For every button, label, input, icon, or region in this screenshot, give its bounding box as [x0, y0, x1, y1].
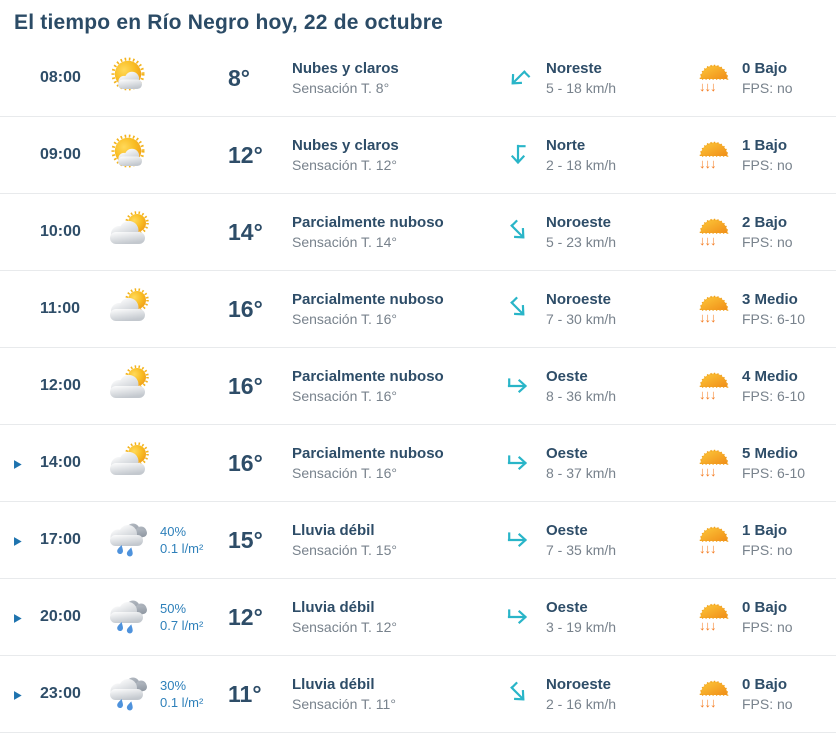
uv-sun-icon — [698, 140, 742, 170]
hour-label: 12:00 — [40, 377, 81, 394]
uv-sun-icon — [698, 217, 742, 247]
cloud-with-sun-icon — [103, 364, 155, 408]
uv-index-label: 1 Bajo — [742, 136, 788, 154]
uv-cell — [742, 136, 836, 175]
uv-index-label: 0 Bajo — [742, 598, 788, 616]
uv-index-label: 1 Bajo — [742, 521, 788, 539]
wind-direction-label: Oeste — [546, 367, 588, 385]
uv-sun-icon — [698, 371, 742, 401]
wind-direction-label: Noroeste — [546, 290, 612, 308]
uv-sun-icon — [698, 448, 742, 478]
temperature: 11° — [228, 680, 262, 707]
feels-like-label: Sensación T. 15° — [292, 541, 397, 558]
temperature: 8° — [228, 64, 250, 91]
condition-label: Lluvia débil — [292, 675, 375, 693]
row-marker-cell — [14, 531, 40, 549]
sun-with-cloud-icon — [103, 56, 155, 100]
expand-triangle-icon[interactable]: ▶ — [14, 689, 22, 702]
weather-icon — [98, 595, 160, 639]
condition-cell — [292, 367, 504, 406]
weather-icon — [98, 56, 160, 100]
condition-label: Lluvia débil — [292, 521, 375, 539]
cloud-with-sun-icon — [103, 441, 155, 485]
forecast-row[interactable] — [0, 40, 836, 117]
hour-label: 14:00 — [40, 454, 81, 471]
page-title: El tiempo en Río Negro hoy, 22 de octubre — [14, 11, 444, 34]
forecast-row[interactable] — [0, 656, 836, 733]
temperature: 15° — [228, 526, 263, 553]
uv-down-arrows-icon: ↓↓↓ — [699, 310, 716, 325]
wind-direction-arrow-icon — [504, 449, 546, 477]
expand-triangle-icon[interactable]: ▶ — [14, 535, 22, 548]
condition-label: Parcialmente nuboso — [292, 290, 444, 308]
wind-direction-label: Norte — [546, 136, 586, 154]
fps-label: FPS: no — [742, 79, 793, 96]
feels-like-label: Sensación T. 8° — [292, 79, 390, 96]
wind-direction-arrow-icon — [504, 218, 546, 246]
rain-cloud-icon — [103, 518, 155, 562]
wind-cell — [546, 136, 698, 175]
uv-cell — [742, 598, 836, 637]
weather-icon — [98, 287, 160, 331]
uv-index-label: 0 Bajo — [742, 675, 788, 693]
condition-cell — [292, 136, 504, 175]
wind-cell — [546, 444, 698, 483]
wind-direction-arrow-icon — [504, 526, 546, 554]
feels-like-label: Sensación T. 16° — [292, 310, 397, 327]
hourly-forecast-list — [0, 40, 836, 733]
uv-index-label: 3 Medio — [742, 290, 798, 308]
precip-info — [160, 600, 228, 634]
condition-cell — [292, 213, 504, 252]
forecast-row[interactable] — [0, 348, 836, 425]
wind-direction-label: Noreste — [546, 59, 602, 77]
wind-direction-label: Noroeste — [546, 213, 612, 231]
forecast-row[interactable] — [0, 425, 836, 502]
precip-probability: 30% — [160, 678, 187, 693]
uv-sun-icon — [698, 602, 742, 632]
feels-like-label: Sensación T. 14° — [292, 233, 397, 250]
wind-speed-label: 5 - 23 km/h — [546, 233, 617, 250]
uv-index-label: 0 Bajo — [742, 59, 788, 77]
hour-label: 10:00 — [40, 223, 81, 240]
wind-speed-label: 8 - 37 km/h — [546, 464, 617, 481]
uv-index-label: 5 Medio — [742, 444, 798, 462]
wind-cell — [546, 521, 698, 560]
row-marker-cell — [14, 146, 40, 164]
forecast-row[interactable] — [0, 579, 836, 656]
wind-speed-label: 5 - 18 km/h — [546, 79, 617, 96]
condition-label: Lluvia débil — [292, 598, 375, 616]
wind-direction-arrow-icon — [504, 295, 546, 323]
uv-cell — [742, 290, 836, 329]
precip-amount: 0.1 l/m² — [160, 541, 204, 556]
uv-cell — [742, 59, 836, 98]
weather-icon — [98, 364, 160, 408]
condition-cell — [292, 290, 504, 329]
wind-speed-label: 8 - 36 km/h — [546, 387, 617, 404]
wind-cell — [546, 290, 698, 329]
weather-icon — [98, 210, 160, 254]
uv-down-arrows-icon: ↓↓↓ — [699, 618, 716, 633]
uv-sun-icon — [698, 63, 742, 93]
wind-direction-label: Oeste — [546, 521, 588, 539]
weather-icon — [98, 518, 160, 562]
uv-down-arrows-icon: ↓↓↓ — [699, 541, 716, 556]
expand-triangle-icon[interactable]: ▶ — [14, 458, 22, 471]
condition-cell — [292, 598, 504, 637]
wind-speed-label: 3 - 19 km/h — [546, 618, 617, 635]
hour-label: 09:00 — [40, 146, 81, 163]
wind-cell — [546, 59, 698, 98]
hour-label: 11:00 — [40, 300, 81, 317]
wind-cell — [546, 367, 698, 406]
condition-cell — [292, 444, 504, 483]
uv-cell — [742, 367, 836, 406]
rain-cloud-icon — [103, 672, 155, 716]
temperature: 16° — [228, 295, 263, 322]
condition-label: Nubes y claros — [292, 59, 399, 77]
feels-like-label: Sensación T. 16° — [292, 464, 397, 481]
feels-like-label: Sensación T. 12° — [292, 156, 397, 173]
row-marker-cell — [14, 608, 40, 626]
precip-amount: 0.1 l/m² — [160, 695, 204, 710]
feels-like-label: Sensación T. 16° — [292, 387, 397, 404]
uv-sun-icon — [698, 525, 742, 555]
uv-down-arrows-icon: ↓↓↓ — [699, 387, 716, 402]
wind-direction-arrow-icon — [504, 680, 546, 708]
fps-label: FPS: no — [742, 618, 793, 635]
row-marker-cell — [14, 454, 40, 472]
wind-direction-arrow-icon — [504, 141, 546, 169]
uv-down-arrows-icon: ↓↓↓ — [699, 464, 716, 479]
fps-label: FPS: no — [742, 695, 793, 712]
wind-direction-label: Oeste — [546, 598, 588, 616]
condition-cell — [292, 59, 504, 98]
weather-icon — [98, 672, 160, 716]
expand-triangle-icon[interactable]: ▶ — [14, 612, 22, 625]
condition-label: Parcialmente nuboso — [292, 444, 444, 462]
uv-sun-icon — [698, 294, 742, 324]
sun-with-cloud-icon — [103, 133, 155, 177]
rain-cloud-icon — [103, 595, 155, 639]
hour-label: 17:00 — [40, 531, 81, 548]
condition-cell — [292, 521, 504, 560]
wind-speed-label: 2 - 18 km/h — [546, 156, 617, 173]
fps-label: FPS: 6-10 — [742, 310, 806, 327]
hour-label: 08:00 — [40, 69, 81, 86]
uv-down-arrows-icon: ↓↓↓ — [699, 156, 716, 171]
fps-label: FPS: no — [742, 233, 793, 250]
uv-sun-icon — [698, 679, 742, 709]
forecast-row[interactable] — [0, 194, 836, 271]
fps-label: FPS: no — [742, 156, 793, 173]
fps-label: FPS: no — [742, 541, 793, 558]
precip-probability: 40% — [160, 524, 187, 539]
condition-label: Nubes y claros — [292, 136, 399, 154]
condition-label: Parcialmente nuboso — [292, 367, 444, 385]
precip-info — [160, 677, 228, 711]
uv-down-arrows-icon: ↓↓↓ — [699, 695, 716, 710]
row-marker-cell — [14, 69, 40, 87]
uv-cell — [742, 213, 836, 252]
uv-index-label: 2 Bajo — [742, 213, 788, 231]
uv-cell — [742, 675, 836, 714]
condition-cell — [292, 675, 504, 714]
uv-cell — [742, 444, 836, 483]
precip-probability: 50% — [160, 601, 187, 616]
wind-direction-label: Oeste — [546, 444, 588, 462]
forecast-row[interactable] — [0, 271, 836, 348]
uv-down-arrows-icon: ↓↓↓ — [699, 233, 716, 248]
wind-speed-label: 7 - 35 km/h — [546, 541, 617, 558]
wind-cell — [546, 675, 698, 714]
wind-direction-label: Noroeste — [546, 675, 612, 693]
condition-label: Parcialmente nuboso — [292, 213, 444, 231]
temperature: 12° — [228, 141, 263, 168]
hour-label: 23:00 — [40, 685, 81, 702]
cloud-with-sun-icon — [103, 210, 155, 254]
fps-label: FPS: 6-10 — [742, 387, 806, 404]
wind-speed-label: 2 - 16 km/h — [546, 695, 617, 712]
uv-cell — [742, 521, 836, 560]
wind-speed-label: 7 - 30 km/h — [546, 310, 617, 327]
feels-like-label: Sensación T. 12° — [292, 618, 397, 635]
temperature: 16° — [228, 372, 263, 399]
wind-direction-arrow-icon — [504, 603, 546, 631]
row-marker-cell — [14, 377, 40, 395]
forecast-row[interactable] — [0, 117, 836, 194]
row-marker-cell — [14, 300, 40, 318]
precip-info — [160, 523, 228, 557]
uv-down-arrows-icon: ↓↓↓ — [699, 79, 716, 94]
row-marker-cell — [14, 685, 40, 703]
cloud-with-sun-icon — [103, 287, 155, 331]
wind-cell — [546, 598, 698, 637]
temperature: 16° — [228, 449, 263, 476]
hour-label: 20:00 — [40, 608, 81, 625]
wind-cell — [546, 213, 698, 252]
row-marker-cell — [14, 223, 40, 241]
forecast-row[interactable] — [0, 502, 836, 579]
fps-label: FPS: 6-10 — [742, 464, 806, 481]
temperature: 14° — [228, 218, 263, 245]
weather-icon — [98, 441, 160, 485]
wind-direction-arrow-icon — [504, 372, 546, 400]
temperature: 12° — [228, 603, 263, 630]
wind-direction-arrow-icon — [504, 64, 546, 92]
weather-icon — [98, 133, 160, 177]
precip-amount: 0.7 l/m² — [160, 618, 204, 633]
uv-index-label: 4 Medio — [742, 367, 798, 385]
feels-like-label: Sensación T. 11° — [292, 695, 396, 712]
